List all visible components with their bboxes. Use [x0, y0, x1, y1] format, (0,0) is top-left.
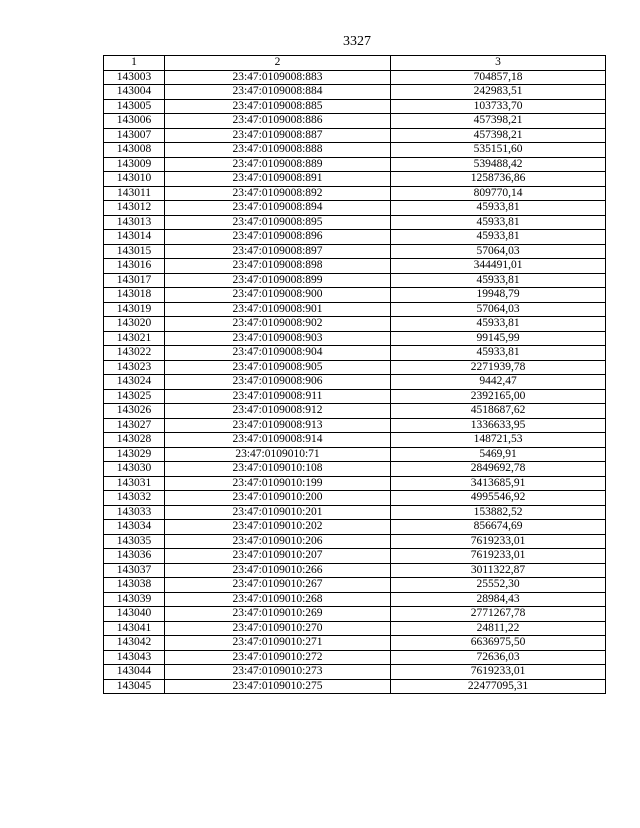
row-number-cell: 143018 — [104, 288, 165, 303]
page-number: 3327 — [343, 34, 371, 49]
cadastral-number-cell: 23:47:0109010:200 — [165, 491, 391, 506]
cadastral-number-cell: 23:47:0109008:889 — [165, 157, 391, 172]
row-number-cell: 143015 — [104, 244, 165, 259]
table-row — [104, 230, 606, 245]
cadastral-number-cell: 23:47:0109008:891 — [165, 172, 391, 187]
table-row — [104, 578, 606, 593]
row-number-cell: 143035 — [104, 534, 165, 549]
row-number-cell: 143010 — [104, 172, 165, 187]
cadastral-number-cell: 23:47:0109008:894 — [165, 201, 391, 216]
row-number-cell: 143014 — [104, 230, 165, 245]
table-header — [104, 56, 606, 71]
cadastral-number-cell: 23:47:0109010:267 — [165, 578, 391, 593]
table-row — [104, 404, 606, 419]
cadastral-number-cell: 23:47:0109010:270 — [165, 621, 391, 636]
cadastral-number-cell: 23:47:0109010:268 — [165, 592, 391, 607]
value-cell: 7619233,01 — [391, 534, 606, 549]
table-row — [104, 360, 606, 375]
row-number-cell: 143032 — [104, 491, 165, 506]
row-number-cell: 143044 — [104, 665, 165, 680]
value-cell: 45933,81 — [391, 317, 606, 332]
cadastral-number-cell: 23:47:0109008:912 — [165, 404, 391, 419]
cadastral-number-cell: 23:47:0109008:896 — [165, 230, 391, 245]
table-row — [104, 259, 606, 274]
value-cell: 57064,03 — [391, 244, 606, 259]
cadastral-number-cell: 23:47:0109008:902 — [165, 317, 391, 332]
table-row — [104, 273, 606, 288]
table-row — [104, 375, 606, 390]
row-number-cell: 143020 — [104, 317, 165, 332]
value-cell: 6636975,50 — [391, 636, 606, 651]
table-row — [104, 70, 606, 85]
table-row — [104, 636, 606, 651]
cadastral-number-cell: 23:47:0109010:275 — [165, 679, 391, 694]
value-cell: 2771267,78 — [391, 607, 606, 622]
table-row — [104, 114, 606, 129]
row-number-cell: 143009 — [104, 157, 165, 172]
value-cell: 539488,42 — [391, 157, 606, 172]
row-number-cell: 143041 — [104, 621, 165, 636]
row-number-cell: 143021 — [104, 331, 165, 346]
table-row — [104, 331, 606, 346]
cadastral-number-cell: 23:47:0109008:904 — [165, 346, 391, 361]
row-number-cell: 143045 — [104, 679, 165, 694]
row-number-cell: 143031 — [104, 476, 165, 491]
row-number-cell: 143027 — [104, 418, 165, 433]
row-number-cell: 143030 — [104, 462, 165, 477]
value-cell: 57064,03 — [391, 302, 606, 317]
row-number-cell: 143005 — [104, 99, 165, 114]
table-row — [104, 679, 606, 694]
value-cell: 856674,69 — [391, 520, 606, 535]
value-cell: 45933,81 — [391, 215, 606, 230]
cadastral-number-cell: 23:47:0109008:887 — [165, 128, 391, 143]
table-row — [104, 85, 606, 100]
row-number-cell: 143013 — [104, 215, 165, 230]
value-cell: 1336633,95 — [391, 418, 606, 433]
table-row — [104, 563, 606, 578]
table-row — [104, 186, 606, 201]
row-number-cell: 143037 — [104, 563, 165, 578]
value-cell: 457398,21 — [391, 114, 606, 129]
row-number-cell: 143043 — [104, 650, 165, 665]
table-row — [104, 389, 606, 404]
value-cell: 25552,30 — [391, 578, 606, 593]
row-number-cell: 143026 — [104, 404, 165, 419]
cadastral-number-cell: 23:47:0109008:913 — [165, 418, 391, 433]
table-row — [104, 476, 606, 491]
table-row — [104, 549, 606, 564]
table-row — [104, 317, 606, 332]
table-row — [104, 172, 606, 187]
value-cell: 344491,01 — [391, 259, 606, 274]
cadastral-number-cell: 23:47:0109010:266 — [165, 563, 391, 578]
cadastral-number-cell: 23:47:0109008:897 — [165, 244, 391, 259]
row-number-cell: 143019 — [104, 302, 165, 317]
value-cell: 5469,91 — [391, 447, 606, 462]
cadastral-number-cell: 23:47:0109008:906 — [165, 375, 391, 390]
row-number-cell: 143024 — [104, 375, 165, 390]
table-body — [104, 70, 606, 694]
row-number-cell: 143038 — [104, 578, 165, 593]
table-row — [104, 433, 606, 448]
cadastral-number-cell: 23:47:0109008:914 — [165, 433, 391, 448]
cadastral-number-cell: 23:47:0109008:898 — [165, 259, 391, 274]
cadastral-number-cell: 23:47:0109008:883 — [165, 70, 391, 85]
column-header-2: 2 — [165, 56, 391, 71]
header-row — [104, 56, 606, 71]
row-number-cell: 143022 — [104, 346, 165, 361]
cadastral-number-cell: 23:47:0109010:202 — [165, 520, 391, 535]
row-number-cell: 143034 — [104, 520, 165, 535]
value-cell: 7619233,01 — [391, 549, 606, 564]
table-row — [104, 215, 606, 230]
row-number-cell: 143007 — [104, 128, 165, 143]
value-cell: 457398,21 — [391, 128, 606, 143]
cadastral-number-cell: 23:47:0109008:895 — [165, 215, 391, 230]
table-row — [104, 288, 606, 303]
cadastral-number-cell: 23:47:0109010:71 — [165, 447, 391, 462]
row-number-cell: 143012 — [104, 201, 165, 216]
table-row — [104, 201, 606, 216]
table-row — [104, 534, 606, 549]
value-cell: 9442,47 — [391, 375, 606, 390]
cadastral-number-cell: 23:47:0109010:269 — [165, 607, 391, 622]
value-cell: 7619233,01 — [391, 665, 606, 680]
value-cell: 28984,43 — [391, 592, 606, 607]
table-row — [104, 99, 606, 114]
cadastral-number-cell: 23:47:0109008:900 — [165, 288, 391, 303]
cadastral-number-cell: 23:47:0109008:905 — [165, 360, 391, 375]
value-cell: 45933,81 — [391, 346, 606, 361]
table-row — [104, 592, 606, 607]
value-cell: 19948,79 — [391, 288, 606, 303]
column-header-1: 1 — [104, 56, 165, 71]
table-row — [104, 244, 606, 259]
row-number-cell: 143040 — [104, 607, 165, 622]
row-number-cell: 143028 — [104, 433, 165, 448]
row-number-cell: 143039 — [104, 592, 165, 607]
table-row — [104, 447, 606, 462]
cadastral-number-cell: 23:47:0109008:901 — [165, 302, 391, 317]
table-row — [104, 520, 606, 535]
table-row — [104, 346, 606, 361]
value-cell: 704857,18 — [391, 70, 606, 85]
row-number-cell: 143003 — [104, 70, 165, 85]
cadastral-number-cell: 23:47:0109008:903 — [165, 331, 391, 346]
row-number-cell: 143011 — [104, 186, 165, 201]
cadastral-number-cell: 23:47:0109010:271 — [165, 636, 391, 651]
cadastral-number-cell: 23:47:0109008:911 — [165, 389, 391, 404]
table-row — [104, 505, 606, 520]
row-number-cell: 143017 — [104, 273, 165, 288]
value-cell: 103733,70 — [391, 99, 606, 114]
table-row — [104, 621, 606, 636]
value-cell: 45933,81 — [391, 273, 606, 288]
row-number-cell: 143004 — [104, 85, 165, 100]
row-number-cell: 143016 — [104, 259, 165, 274]
value-cell: 2849692,78 — [391, 462, 606, 477]
cadastral-number-cell: 23:47:0109008:884 — [165, 85, 391, 100]
value-cell: 535151,60 — [391, 143, 606, 158]
cadastral-number-cell: 23:47:0109008:886 — [165, 114, 391, 129]
row-number-cell: 143033 — [104, 505, 165, 520]
table-row — [104, 491, 606, 506]
value-cell: 24811,22 — [391, 621, 606, 636]
table-row — [104, 665, 606, 680]
cadastral-number-cell: 23:47:0109010:108 — [165, 462, 391, 477]
row-number-cell: 143042 — [104, 636, 165, 651]
cadastral-number-cell: 23:47:0109010:273 — [165, 665, 391, 680]
row-number-cell: 143025 — [104, 389, 165, 404]
table-row — [104, 157, 606, 172]
value-cell: 22477095,31 — [391, 679, 606, 694]
value-cell: 99145,99 — [391, 331, 606, 346]
row-number-cell: 143006 — [104, 114, 165, 129]
cadastral-number-cell: 23:47:0109010:206 — [165, 534, 391, 549]
cadastral-number-cell: 23:47:0109008:888 — [165, 143, 391, 158]
table-row — [104, 462, 606, 477]
value-cell: 4995546,92 — [391, 491, 606, 506]
table-row — [104, 418, 606, 433]
cadastral-number-cell: 23:47:0109008:885 — [165, 99, 391, 114]
value-cell: 3011322,87 — [391, 563, 606, 578]
table-row — [104, 143, 606, 158]
cadastral-number-cell: 23:47:0109010:272 — [165, 650, 391, 665]
table-row — [104, 650, 606, 665]
table-row — [104, 607, 606, 622]
value-cell: 72636,03 — [391, 650, 606, 665]
row-number-cell: 143029 — [104, 447, 165, 462]
value-cell: 242983,51 — [391, 85, 606, 100]
value-cell: 45933,81 — [391, 230, 606, 245]
value-cell: 3413685,91 — [391, 476, 606, 491]
value-cell: 2392165,00 — [391, 389, 606, 404]
row-number-cell: 143008 — [104, 143, 165, 158]
cadastral-number-cell: 23:47:0109010:199 — [165, 476, 391, 491]
value-cell: 1258736,86 — [391, 172, 606, 187]
table-row — [104, 302, 606, 317]
cadastral-value-table — [103, 55, 606, 694]
table-row — [104, 128, 606, 143]
cadastral-number-cell: 23:47:0109010:207 — [165, 549, 391, 564]
value-cell: 2271939,78 — [391, 360, 606, 375]
row-number-cell: 143023 — [104, 360, 165, 375]
value-cell: 4518687,62 — [391, 404, 606, 419]
value-cell: 153882,52 — [391, 505, 606, 520]
row-number-cell: 143036 — [104, 549, 165, 564]
value-cell: 45933,81 — [391, 201, 606, 216]
cadastral-number-cell: 23:47:0109010:201 — [165, 505, 391, 520]
cadastral-number-cell: 23:47:0109008:892 — [165, 186, 391, 201]
column-header-3: 3 — [391, 56, 606, 71]
cadastral-number-cell: 23:47:0109008:899 — [165, 273, 391, 288]
value-cell: 809770,14 — [391, 186, 606, 201]
value-cell: 148721,53 — [391, 433, 606, 448]
